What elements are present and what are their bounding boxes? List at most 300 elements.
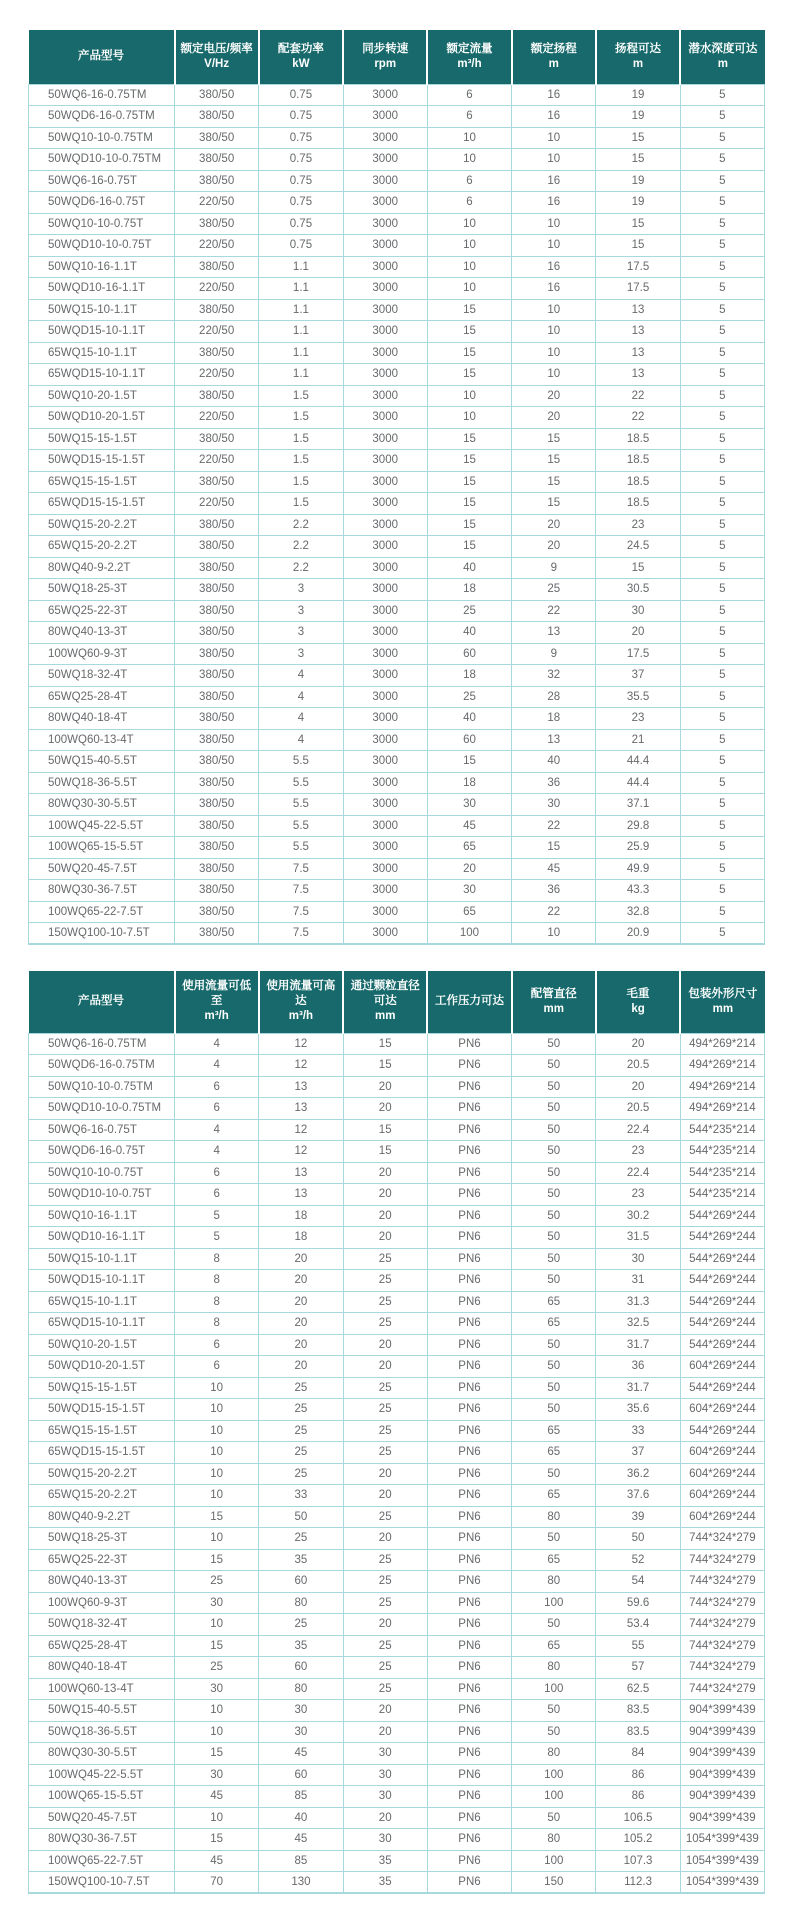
- value-cell-speed: 3000: [343, 665, 427, 687]
- model-cell: 50WQD10-20-1.5T: [29, 407, 175, 429]
- value-cell-max-flow: 20: [259, 1248, 343, 1270]
- value-cell-max-flow: 50: [259, 1506, 343, 1528]
- value-cell-pipe: 100: [512, 1786, 596, 1808]
- table-row: [29, 1635, 765, 1657]
- value-cell-max-flow: 130: [259, 1872, 343, 1894]
- value-cell-max-head: 49.9: [596, 858, 680, 880]
- table-row: [29, 1829, 765, 1851]
- value-cell-particle: 15: [343, 1119, 427, 1141]
- value-cell-max-flow: 13: [259, 1184, 343, 1206]
- value-cell-weight: 23: [596, 1141, 680, 1163]
- model-cell: 50WQ6-16-0.75TM: [29, 84, 175, 106]
- usage-dimensions-table: [28, 971, 765, 1894]
- value-cell-head: 25: [512, 579, 596, 601]
- value-cell-power: 1.1: [259, 342, 343, 364]
- value-cell-max-head: 25.9: [596, 837, 680, 859]
- value-cell-flow: 45: [427, 815, 511, 837]
- value-cell-voltage: 380/50: [175, 106, 259, 128]
- value-cell-power: 7.5: [259, 858, 343, 880]
- model-cell: 50WQD10-16-1.1T: [29, 1227, 175, 1249]
- value-cell-flow: 15: [427, 751, 511, 773]
- table-row: [29, 837, 765, 859]
- value-cell-max-head: 43.3: [596, 880, 680, 902]
- model-cell: 50WQD6-16-0.75TM: [29, 106, 175, 128]
- table-row: [29, 794, 765, 816]
- value-cell-head: 45: [512, 858, 596, 880]
- value-cell-power: 0.75: [259, 192, 343, 214]
- value-cell-max-flow: 33: [259, 1485, 343, 1507]
- value-cell-pipe: 50: [512, 1162, 596, 1184]
- value-cell-power: 4: [259, 686, 343, 708]
- value-cell-voltage: 380/50: [175, 385, 259, 407]
- value-cell-package: 544*269*244: [680, 1227, 764, 1249]
- value-cell-speed: 3000: [343, 729, 427, 751]
- model-cell: 50WQ6-16-0.75T: [29, 170, 175, 192]
- column-header-depth: [680, 30, 764, 84]
- column-label: 通过颗粒直径可达: [350, 980, 420, 1008]
- value-cell-weight: 20: [596, 1033, 680, 1055]
- model-cell: 50WQ15-10-1.1T: [29, 1248, 175, 1270]
- value-cell-flow: 6: [427, 170, 511, 192]
- table-row: [29, 536, 765, 558]
- value-cell-weight: 54: [596, 1571, 680, 1593]
- value-cell-voltage: 220/50: [175, 235, 259, 257]
- value-cell-flow: 15: [427, 428, 511, 450]
- table-row: [29, 1764, 765, 1786]
- column-unit: kW: [292, 57, 310, 70]
- value-cell-voltage: 380/50: [175, 471, 259, 493]
- value-cell-max-head: 29.8: [596, 815, 680, 837]
- value-cell-power: 4: [259, 665, 343, 687]
- value-cell-package: 1054*399*439: [680, 1872, 764, 1894]
- value-cell-particle: 25: [343, 1377, 427, 1399]
- value-cell-particle: 20: [343, 1807, 427, 1829]
- table-row: [29, 1786, 765, 1808]
- value-cell-depth: 5: [680, 772, 764, 794]
- table-row: [29, 256, 765, 278]
- value-cell-speed: 3000: [343, 686, 427, 708]
- value-cell-head: 15: [512, 837, 596, 859]
- value-cell-voltage: 380/50: [175, 815, 259, 837]
- model-cell: 65WQ25-28-4T: [29, 686, 175, 708]
- value-cell-pressure: PN6: [427, 1119, 511, 1141]
- column-label: 潜水深度可达: [688, 42, 758, 55]
- value-cell-voltage: 380/50: [175, 600, 259, 622]
- table-row: [29, 84, 765, 106]
- table-row: [29, 1141, 765, 1163]
- value-cell-max-head: 17.5: [596, 643, 680, 665]
- value-cell-package: 604*269*244: [680, 1399, 764, 1421]
- value-cell-particle: 20: [343, 1227, 427, 1249]
- value-cell-max-flow: 13: [259, 1162, 343, 1184]
- value-cell-max-flow: 45: [259, 1829, 343, 1851]
- value-cell-pressure: PN6: [427, 1635, 511, 1657]
- value-cell-package: 1054*399*439: [680, 1850, 764, 1872]
- value-cell-flow: 15: [427, 471, 511, 493]
- value-cell-depth: 5: [680, 321, 764, 343]
- value-cell-weight: 35.6: [596, 1399, 680, 1421]
- value-cell-pipe: 50: [512, 1528, 596, 1550]
- value-cell-package: 544*269*244: [680, 1334, 764, 1356]
- value-cell-flow: 15: [427, 514, 511, 536]
- value-cell-min-flow: 8: [175, 1248, 259, 1270]
- table-row: [29, 1549, 765, 1571]
- value-cell-max-head: 15: [596, 557, 680, 579]
- value-cell-min-flow: 10: [175, 1807, 259, 1829]
- value-cell-min-flow: 10: [175, 1377, 259, 1399]
- column-label: 扬程可达: [615, 42, 662, 55]
- value-cell-particle: 25: [343, 1399, 427, 1421]
- value-cell-pressure: PN6: [427, 1313, 511, 1335]
- value-cell-head: 20: [512, 385, 596, 407]
- value-cell-min-flow: 8: [175, 1270, 259, 1292]
- value-cell-head: 10: [512, 299, 596, 321]
- value-cell-particle: 25: [343, 1678, 427, 1700]
- value-cell-voltage: 380/50: [175, 342, 259, 364]
- value-cell-voltage: 220/50: [175, 321, 259, 343]
- usage-dimensions-table-header: [29, 971, 765, 1033]
- value-cell-flow: 15: [427, 493, 511, 515]
- value-cell-weight: 37.6: [596, 1485, 680, 1507]
- value-cell-max-head: 23: [596, 514, 680, 536]
- value-cell-particle: 20: [343, 1334, 427, 1356]
- column-unit: m: [548, 57, 559, 70]
- value-cell-max-head: 17.5: [596, 278, 680, 300]
- value-cell-max-head: 13: [596, 342, 680, 364]
- value-cell-voltage: 380/50: [175, 536, 259, 558]
- value-cell-pressure: PN6: [427, 1162, 511, 1184]
- value-cell-voltage: 220/50: [175, 192, 259, 214]
- value-cell-head: 13: [512, 729, 596, 751]
- table-row: [29, 1463, 765, 1485]
- value-cell-flow: 60: [427, 643, 511, 665]
- table-row: [29, 1850, 765, 1872]
- column-header-max-head: [596, 30, 680, 84]
- value-cell-power: 4: [259, 729, 343, 751]
- value-cell-head: 15: [512, 450, 596, 472]
- value-cell-pressure: PN6: [427, 1420, 511, 1442]
- value-cell-pressure: PN6: [427, 1033, 511, 1055]
- value-cell-weight: 57: [596, 1657, 680, 1679]
- model-cell: 65WQ15-15-1.5T: [29, 1420, 175, 1442]
- value-cell-power: 5.5: [259, 837, 343, 859]
- value-cell-depth: 5: [680, 579, 764, 601]
- model-cell: 50WQD10-10-0.75T: [29, 235, 175, 257]
- value-cell-package: 904*399*439: [680, 1764, 764, 1786]
- model-cell: 80WQ30-36-7.5T: [29, 880, 175, 902]
- table-row: [29, 493, 765, 515]
- model-cell: 100WQ60-9-3T: [29, 643, 175, 665]
- model-cell: 50WQD15-10-1.1T: [29, 1270, 175, 1292]
- value-cell-voltage: 380/50: [175, 880, 259, 902]
- value-cell-flow: 20: [427, 858, 511, 880]
- value-cell-flow: 60: [427, 729, 511, 751]
- model-cell: 50WQ18-32-4T: [29, 665, 175, 687]
- value-cell-depth: 5: [680, 923, 764, 945]
- table-row: [29, 1334, 765, 1356]
- value-cell-pressure: PN6: [427, 1334, 511, 1356]
- model-cell: 80WQ40-13-3T: [29, 622, 175, 644]
- column-unit: m: [632, 57, 644, 70]
- value-cell-power: 3: [259, 600, 343, 622]
- value-cell-speed: 3000: [343, 407, 427, 429]
- value-cell-particle: 20: [343, 1076, 427, 1098]
- value-cell-max-flow: 18: [259, 1227, 343, 1249]
- value-cell-speed: 3000: [343, 579, 427, 601]
- value-cell-pressure: PN6: [427, 1506, 511, 1528]
- table-row: [29, 1377, 765, 1399]
- value-cell-particle: 20: [343, 1356, 427, 1378]
- value-cell-package: 744*324*279: [680, 1635, 764, 1657]
- table-row: [29, 192, 765, 214]
- value-cell-max-head: 44.4: [596, 751, 680, 773]
- column-label: 产品型号: [78, 50, 124, 63]
- table-row: [29, 450, 765, 472]
- value-cell-min-flow: 10: [175, 1463, 259, 1485]
- value-cell-max-head: 32.8: [596, 901, 680, 923]
- value-cell-max-flow: 80: [259, 1592, 343, 1614]
- model-cell: 80WQ40-13-3T: [29, 1571, 175, 1593]
- value-cell-voltage: 380/50: [175, 428, 259, 450]
- value-cell-power: 1.1: [259, 321, 343, 343]
- value-cell-pipe: 50: [512, 1033, 596, 1055]
- value-cell-pipe: 80: [512, 1657, 596, 1679]
- value-cell-depth: 5: [680, 858, 764, 880]
- value-cell-voltage: 380/50: [175, 923, 259, 945]
- value-cell-max-head: 17.5: [596, 256, 680, 278]
- model-cell: 50WQD10-16-1.1T: [29, 278, 175, 300]
- table-row: [29, 149, 765, 171]
- column-label: 额定电压/频率: [180, 42, 253, 55]
- value-cell-particle: 20: [343, 1700, 427, 1722]
- value-cell-max-flow: 20: [259, 1270, 343, 1292]
- value-cell-pipe: 50: [512, 1205, 596, 1227]
- column-header-particle: [343, 971, 427, 1033]
- value-cell-weight: 52: [596, 1549, 680, 1571]
- value-cell-package: 744*324*279: [680, 1528, 764, 1550]
- value-cell-max-head: 18.5: [596, 428, 680, 450]
- column-header-pipe: [512, 971, 596, 1033]
- model-cell: 50WQ15-15-1.5T: [29, 1377, 175, 1399]
- value-cell-max-flow: 35: [259, 1549, 343, 1571]
- value-cell-pipe: 100: [512, 1850, 596, 1872]
- column-header-model: [29, 971, 175, 1033]
- value-cell-voltage: 380/50: [175, 84, 259, 106]
- column-label: 包装外形尺寸: [688, 987, 758, 1000]
- value-cell-pressure: PN6: [427, 1549, 511, 1571]
- value-cell-max-flow: 40: [259, 1807, 343, 1829]
- model-cell: 50WQ10-16-1.1T: [29, 1205, 175, 1227]
- value-cell-pressure: PN6: [427, 1248, 511, 1270]
- value-cell-particle: 20: [343, 1162, 427, 1184]
- value-cell-min-flow: 25: [175, 1657, 259, 1679]
- value-cell-package: 544*269*244: [680, 1205, 764, 1227]
- value-cell-min-flow: 30: [175, 1764, 259, 1786]
- value-cell-max-head: 13: [596, 321, 680, 343]
- value-cell-max-head: 19: [596, 106, 680, 128]
- value-cell-speed: 3000: [343, 450, 427, 472]
- value-cell-package: 904*399*439: [680, 1786, 764, 1808]
- model-cell: 65WQD15-15-1.5T: [29, 1442, 175, 1464]
- value-cell-power: 1.1: [259, 364, 343, 386]
- value-cell-voltage: 380/50: [175, 729, 259, 751]
- table-row: [29, 1528, 765, 1550]
- value-cell-depth: 5: [680, 278, 764, 300]
- value-cell-head: 22: [512, 815, 596, 837]
- value-cell-weight: 105.2: [596, 1829, 680, 1851]
- value-cell-power: 5.5: [259, 794, 343, 816]
- value-cell-voltage: 220/50: [175, 493, 259, 515]
- value-cell-weight: 31: [596, 1270, 680, 1292]
- column-header-voltage: [175, 30, 259, 84]
- model-cell: 50WQ10-10-0.75T: [29, 213, 175, 235]
- value-cell-particle: 25: [343, 1248, 427, 1270]
- value-cell-max-head: 18.5: [596, 471, 680, 493]
- value-cell-flow: 6: [427, 192, 511, 214]
- model-cell: 50WQD6-16-0.75T: [29, 192, 175, 214]
- value-cell-speed: 3000: [343, 170, 427, 192]
- value-cell-min-flow: 10: [175, 1442, 259, 1464]
- model-cell: 50WQ15-10-1.1T: [29, 299, 175, 321]
- value-cell-pressure: PN6: [427, 1442, 511, 1464]
- model-cell: 50WQ10-20-1.5T: [29, 1334, 175, 1356]
- model-cell: 100WQ45-22-5.5T: [29, 1764, 175, 1786]
- value-cell-head: 16: [512, 192, 596, 214]
- value-cell-max-flow: 25: [259, 1463, 343, 1485]
- value-cell-pipe: 50: [512, 1700, 596, 1722]
- model-cell: 65WQD15-10-1.1T: [29, 1313, 175, 1335]
- value-cell-pressure: PN6: [427, 1463, 511, 1485]
- value-cell-weight: 36.2: [596, 1463, 680, 1485]
- value-cell-head: 16: [512, 278, 596, 300]
- value-cell-power: 0.75: [259, 106, 343, 128]
- table-row: [29, 772, 765, 794]
- value-cell-particle: 20: [343, 1205, 427, 1227]
- value-cell-speed: 3000: [343, 106, 427, 128]
- value-cell-head: 20: [512, 407, 596, 429]
- value-cell-flow: 40: [427, 557, 511, 579]
- value-cell-pipe: 80: [512, 1829, 596, 1851]
- table-row: [29, 106, 765, 128]
- value-cell-flow: 18: [427, 579, 511, 601]
- value-cell-min-flow: 4: [175, 1055, 259, 1077]
- value-cell-voltage: 380/50: [175, 665, 259, 687]
- value-cell-head: 10: [512, 364, 596, 386]
- value-cell-voltage: 380/50: [175, 149, 259, 171]
- model-cell: 100WQ65-22-7.5T: [29, 1850, 175, 1872]
- model-cell: 50WQ20-45-7.5T: [29, 1807, 175, 1829]
- model-cell: 50WQD15-10-1.1T: [29, 321, 175, 343]
- value-cell-head: 36: [512, 772, 596, 794]
- rated-performance-table-header: [29, 30, 765, 84]
- table-row: [29, 1076, 765, 1098]
- value-cell-max-flow: 12: [259, 1055, 343, 1077]
- table-row: [29, 858, 765, 880]
- value-cell-pressure: PN6: [427, 1356, 511, 1378]
- value-cell-pressure: PN6: [427, 1270, 511, 1292]
- value-cell-voltage: 380/50: [175, 708, 259, 730]
- model-cell: 65WQ15-15-1.5T: [29, 471, 175, 493]
- value-cell-package: 1054*399*439: [680, 1829, 764, 1851]
- value-cell-weight: 107.3: [596, 1850, 680, 1872]
- value-cell-min-flow: 6: [175, 1184, 259, 1206]
- value-cell-min-flow: 6: [175, 1356, 259, 1378]
- column-label: 额定流量: [446, 42, 493, 55]
- value-cell-power: 0.75: [259, 235, 343, 257]
- value-cell-weight: 112.3: [596, 1872, 680, 1894]
- value-cell-pipe: 80: [512, 1571, 596, 1593]
- value-cell-pipe: 50: [512, 1721, 596, 1743]
- value-cell-head: 30: [512, 794, 596, 816]
- model-cell: 80WQ40-18-4T: [29, 708, 175, 730]
- value-cell-voltage: 220/50: [175, 450, 259, 472]
- value-cell-pipe: 80: [512, 1506, 596, 1528]
- value-cell-max-head: 15: [596, 213, 680, 235]
- value-cell-min-flow: 10: [175, 1399, 259, 1421]
- model-cell: 50WQ10-10-0.75TM: [29, 1076, 175, 1098]
- value-cell-particle: 25: [343, 1549, 427, 1571]
- value-cell-pipe: 50: [512, 1141, 596, 1163]
- table-row: [29, 428, 765, 450]
- value-cell-head: 10: [512, 213, 596, 235]
- value-cell-pressure: PN6: [427, 1829, 511, 1851]
- value-cell-depth: 5: [680, 536, 764, 558]
- table-row: [29, 471, 765, 493]
- value-cell-package: 904*399*439: [680, 1807, 764, 1829]
- table-row: [29, 1055, 765, 1077]
- value-cell-voltage: 380/50: [175, 772, 259, 794]
- value-cell-max-flow: 20: [259, 1313, 343, 1335]
- value-cell-pressure: PN6: [427, 1528, 511, 1550]
- value-cell-voltage: 380/50: [175, 213, 259, 235]
- value-cell-max-head: 22: [596, 385, 680, 407]
- value-cell-max-flow: 80: [259, 1678, 343, 1700]
- column-header-head: [512, 30, 596, 84]
- value-cell-max-flow: 13: [259, 1098, 343, 1120]
- value-cell-particle: 35: [343, 1872, 427, 1894]
- column-unit: m³/h: [288, 1010, 314, 1023]
- table-row: [29, 579, 765, 601]
- value-cell-speed: 3000: [343, 837, 427, 859]
- model-cell: 50WQ10-16-1.1T: [29, 256, 175, 278]
- table-row: [29, 600, 765, 622]
- value-cell-power: 0.75: [259, 213, 343, 235]
- value-cell-flow: 15: [427, 321, 511, 343]
- value-cell-particle: 25: [343, 1571, 427, 1593]
- value-cell-head: 15: [512, 493, 596, 515]
- model-cell: 50WQD15-15-1.5T: [29, 450, 175, 472]
- value-cell-package: 544*269*244: [680, 1291, 764, 1313]
- model-cell: 100WQ45-22-5.5T: [29, 815, 175, 837]
- value-cell-power: 7.5: [259, 901, 343, 923]
- value-cell-depth: 5: [680, 901, 764, 923]
- value-cell-max-flow: 60: [259, 1657, 343, 1679]
- value-cell-pipe: 50: [512, 1184, 596, 1206]
- value-cell-particle: 25: [343, 1592, 427, 1614]
- value-cell-depth: 5: [680, 299, 764, 321]
- value-cell-max-flow: 60: [259, 1571, 343, 1593]
- value-cell-particle: 20: [343, 1528, 427, 1550]
- value-cell-pipe: 65: [512, 1485, 596, 1507]
- model-cell: 65WQ15-20-2.2T: [29, 1485, 175, 1507]
- value-cell-speed: 3000: [343, 751, 427, 773]
- column-label: 同步转速: [362, 42, 409, 55]
- model-cell: 50WQD15-15-1.5T: [29, 1399, 175, 1421]
- value-cell-pressure: PN6: [427, 1141, 511, 1163]
- table-row: [29, 1291, 765, 1313]
- value-cell-max-head: 35.5: [596, 686, 680, 708]
- value-cell-package: 494*269*214: [680, 1098, 764, 1120]
